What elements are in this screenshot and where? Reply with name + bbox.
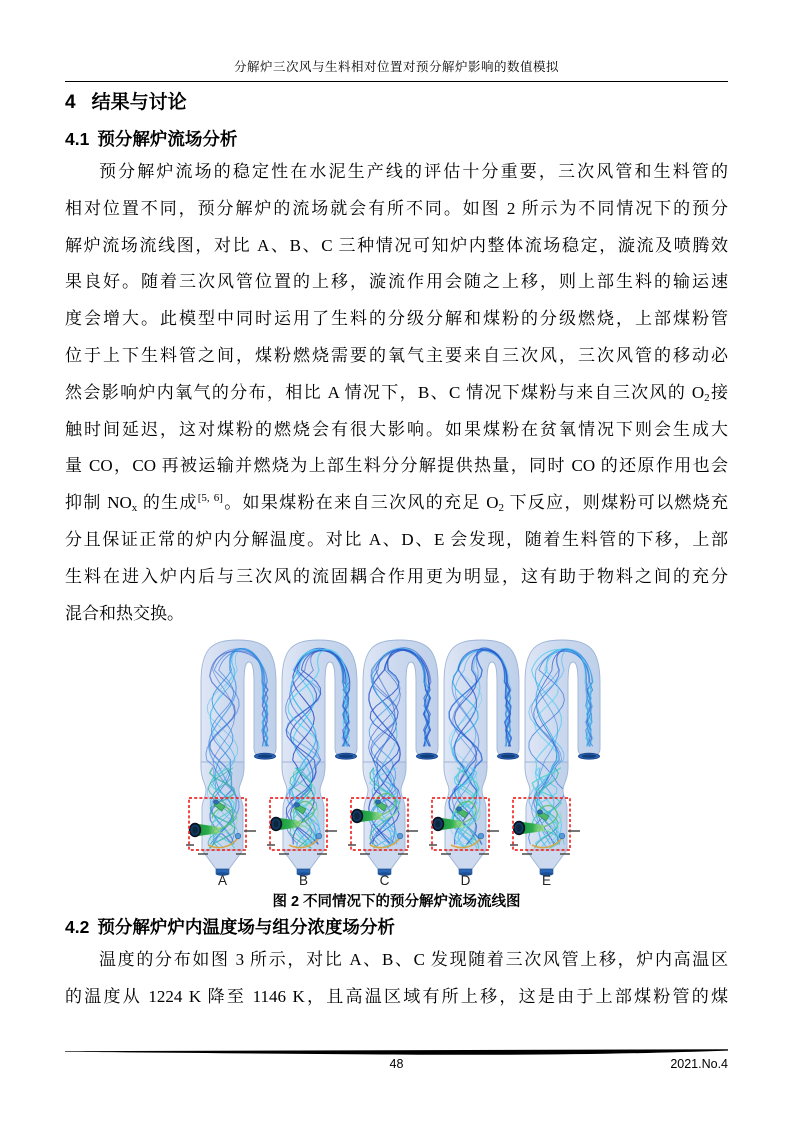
figure-panel-e — [510, 638, 591, 888]
text-line: 触时间延迟，这对煤粉的燃烧会有很大影响。如果煤粉在贫氧情况下则会生成大 — [65, 419, 728, 439]
text-line: 然会影响炉内氧气的分布，相比 A 情况下，B、C 情况下煤粉与来自三次风的 $O_2$接 — [65, 382, 728, 404]
paragraph-flow-field — [65, 154, 728, 632]
text-line: 果良好。随着三次风管位置的上移，漩流作用会随之上移，则上部生料的输运速 — [65, 272, 728, 292]
issue-label: 2021.No.4 — [670, 1057, 728, 1071]
text-line: 温度的分布如图 3 所示，对比 A、B、C 发现随着三次风管上移，炉内高温区 — [99, 950, 728, 970]
panel-label: C — [379, 873, 390, 889]
page-footer — [65, 1048, 728, 1073]
text-line: 生料在进入炉内后与三次风的流固耦合作用更为明显，这有助于物料之间的充分 — [65, 566, 728, 586]
subsection-number: 4.2 — [65, 917, 90, 938]
text-line: 混合和热交换。 — [65, 603, 184, 623]
text-line: 的温度从 1224 K 降至 1146 K，且高温区域有所上移，这是由于上部煤粉管的煤 — [65, 987, 728, 1007]
text-line: 度会增大。此模型中同时运用了生料的分级分解和煤粉的分级燃烧，上部煤粉管 — [65, 309, 728, 329]
streamline-plot-b — [267, 638, 359, 872]
text-line: 抑制 $NO_x$ 的生成[5, 6]。如果煤粉在来自三次风的充足 $O_2$ 下反应，则煤粉可以燃烧充 — [65, 492, 729, 515]
subsection-title: 预分解炉流场分析 — [97, 129, 238, 149]
subsection-number: 4.1 — [65, 129, 90, 149]
text-line: 相对位置不同，预分解炉的流场就会有所不同。如图 2 所示为不同情况下的预分 — [65, 198, 728, 218]
text-line: 预分解炉流场的稳定性在水泥生产线的评估十分重要，三次风管和生料管的 — [99, 162, 728, 181]
text-line: 解炉流场流线图，对比 A、B、C 三种情况可知炉内整体流场稳定，漩流及喷腾效 — [65, 235, 728, 255]
section-number: 4 — [65, 92, 76, 113]
panel-label: A — [217, 873, 227, 889]
subsection-title: 预分解炉炉内温度场与组分浓度场分析 — [97, 917, 395, 938]
subsection-heading-4-1 — [65, 128, 728, 151]
panel-label: D — [460, 873, 471, 889]
figure-2 — [65, 638, 728, 911]
panel-label: E — [541, 873, 551, 889]
footer-row — [65, 1057, 728, 1073]
streamline-plot-e — [510, 638, 602, 872]
subsection-heading-4-2 — [65, 916, 728, 939]
text-line: 量 CO，CO 再被运输并燃烧为上部生料分分解提供热量，同时 CO 的还原作用也会 — [65, 456, 728, 476]
figure-panel-c — [348, 638, 429, 888]
text-line: 分且保证正常的炉内分解温度。对比 A、D、E 会发现，随着生料管的下移，上部 — [65, 529, 728, 549]
page-content — [65, 0, 728, 1016]
figure-panel-d — [429, 638, 510, 888]
footer-taper-rule — [65, 1048, 728, 1056]
header-rule — [65, 81, 728, 82]
figure-panels — [186, 638, 728, 888]
panel-label: B — [298, 873, 308, 889]
running-header-title: 分解炉三次风与生料相对位置对预分解炉影响的数值模拟 — [233, 60, 559, 74]
text-line: 位于上下生料管之间，煤粉燃烧需要的氧气主要来自三次风，三次风管的移动必 — [65, 345, 728, 365]
streamline-plot-c — [348, 638, 440, 872]
figure-panel-b — [267, 638, 348, 888]
paragraph-temperature — [65, 942, 728, 1016]
section-heading-4 — [65, 91, 728, 115]
figure-caption: 图 2 不同情况下的预分解炉流场流线图 — [272, 894, 521, 911]
streamline-plot-a — [186, 638, 278, 872]
section-title: 结果与讨论 — [91, 92, 187, 113]
figure-panel-a — [186, 638, 267, 888]
streamline-plot-d — [429, 638, 521, 872]
page-number: 48 — [389, 1057, 404, 1071]
